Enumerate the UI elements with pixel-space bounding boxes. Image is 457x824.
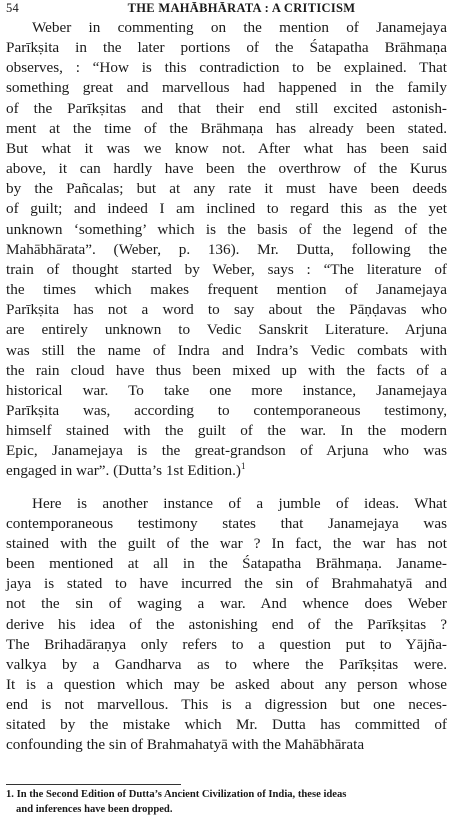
- footnote-line-1: 1. In the Second Edition of Dutta’s Ancient Civilization of India, these ideas: [6, 789, 347, 800]
- text-line: Parīkṣita was, according to contemporaneous testimony,: [6, 401, 447, 419]
- paragraph-2: [6, 494, 447, 756]
- text-line: Parīkṣita in the later portions of the Śatapatha Brāhmaṇa: [6, 39, 447, 57]
- text-line: been mentioned at all in the Śatapatha Brāhmaṇa. Janame-: [6, 555, 447, 573]
- text-line: valkya by a Gandharva as to where the Parīkṣitas were.: [6, 655, 447, 673]
- text-line: jaya is stated to have incurred the sin of Brahmahatyā and: [6, 575, 447, 593]
- paragraph-1: [6, 18, 447, 482]
- text-line: by the Pañcalas; but at any rate it must have been deeds: [6, 180, 447, 198]
- running-title: THE MAHĀBHĀRATA : A CRITICISM: [127, 1, 356, 15]
- text-line: Mahābhārata”. (Weber, p. 136). Mr. Dutta, following the: [6, 240, 447, 258]
- footnote-line-2: and inferences have been dropped.: [16, 804, 173, 815]
- page-number: 54: [6, 1, 20, 15]
- text-line: contemporaneous testimony states that Janamejaya was: [6, 514, 447, 532]
- text-line: are entirely unknown to Vedic Sanskrit Literature. Arjuna: [6, 321, 447, 339]
- text-line: engaged in war”. (Dutta’s 1st Edition.)$^1$: [6, 461, 246, 480]
- footnotes: [6, 787, 447, 817]
- text-line: of the Parīkṣitas and that their end still excited astonish-: [6, 99, 447, 117]
- text-line: stained with the guilt of the war ? In fact, the war has not: [6, 534, 447, 552]
- text-line: end is not marvellous. This is a digression but one neces-: [6, 696, 447, 714]
- body-text: [6, 18, 447, 756]
- text-line: The Brihadāraṇya only refers to a question put to Yājña-: [6, 635, 447, 653]
- text-line: the rain cloud have thus been mixed up with the facts of a: [6, 361, 447, 379]
- text-line: Epic, Janamejaya is the great-grandson of Arjuna who was: [6, 442, 447, 460]
- text-line: was still the name of Indra and Indra’s Vedic combats with: [6, 341, 447, 359]
- text-line: not the sin of waging a war. And whence does Weber: [6, 595, 447, 613]
- footnote-marker[interactable]: 1: [240, 461, 246, 472]
- text-line: the times which makes frequent mention of Janamejaya: [6, 281, 447, 299]
- text-line: Parīkṣita has not a word to say about the Pāṇḍavas who: [6, 301, 447, 319]
- text-line: But what it was we know not. After what has been said: [6, 139, 447, 157]
- page-header: [6, 0, 447, 18]
- text-line: derive his idea of the astonishing end of the Parīkṣitas ?: [6, 615, 447, 633]
- text-line: himself stained with the guilt of the war. In the modern: [6, 422, 447, 440]
- text-line: something great and marvellous had happened in the family: [6, 79, 447, 97]
- text-line: sitated by the mistake which Mr. Dutta has committed of: [6, 716, 447, 734]
- text-line: ment at the time of the Brāhmaṇa has already been stated.: [6, 119, 447, 137]
- text-line: train of thought started by Weber, says : “The literature of: [6, 260, 447, 278]
- text-line: confounding the sin of Brahmahatyā with the Mahābhārata: [6, 736, 365, 754]
- text-line: unknown ‘something’ which is the basis of the legend of the: [6, 220, 447, 238]
- text-line: above, it can hardly have been the overthrow of the Kurus: [6, 160, 447, 178]
- text-line: Here is another instance of a jumble of ideas. What: [32, 494, 447, 512]
- text-line: It is a question which may be asked about any person whose: [6, 676, 447, 693]
- text-line: Weber in commenting on the mention of Janamejaya: [32, 19, 447, 36]
- text-line: of guilt; and indeed I am inclined to regard this as the yet: [6, 200, 447, 218]
- footnote-divider: [6, 784, 181, 785]
- text-line: historical war. To take one more instance, Janamejaya: [6, 381, 447, 399]
- text-line: observes, : “How is this contradiction to be explained. That: [6, 59, 447, 77]
